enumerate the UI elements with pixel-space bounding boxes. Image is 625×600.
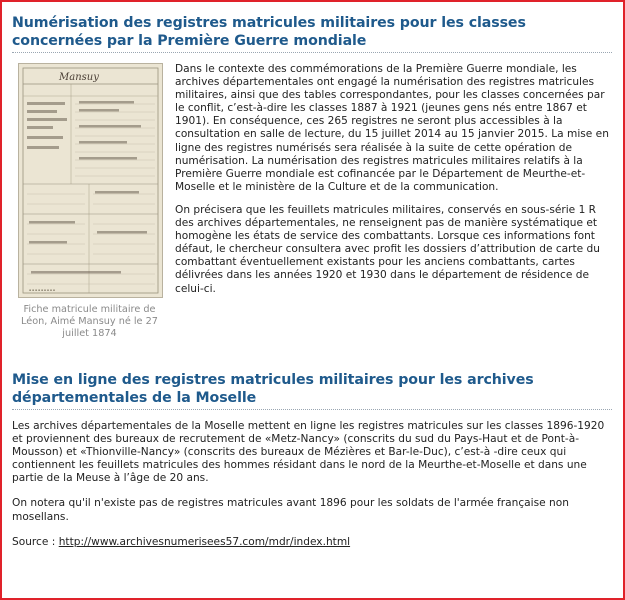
section2-title: Mise en ligne des registres matricules militaires pour les archives départementales de la Moselle xyxy=(12,372,534,406)
figure xyxy=(12,63,167,340)
svg-text:▪ ▪ ▪ ▪ ▪ ▪ ▪ ▪ ▪: ▪ ▪ ▪ ▪ ▪ ▪ ▪ ▪ ▪ xyxy=(29,288,55,292)
section1-title: Numérisation des registres matricules militaires pour les classes concernées par la Première Guerre mondiale xyxy=(12,15,526,49)
source-label: Source : xyxy=(12,535,59,548)
title-divider xyxy=(12,52,612,53)
section2-paragraph: On notera qu'il n'existe pas de registres matricules avant 1896 pour les soldats de l'armée française non mosellans. xyxy=(12,497,569,523)
section2 xyxy=(12,371,612,549)
article-content xyxy=(12,14,612,561)
registry-card-image[interactable] xyxy=(18,63,163,298)
image-caption: Fiche matricule militaire de Léon, Aimé Mansuy né le 27 juillet 1874 xyxy=(21,304,158,339)
registry-card-scan xyxy=(19,64,162,297)
section2-text xyxy=(12,420,612,549)
section2-paragraph: Les archives départementales de la Moselle mettent en ligne les registres matricules sur les classes 1896-1920 et proviennent des bureaux de recrutement de «Metz-Nancy» (conscrits du sud du Pays-Haut et de Pont-à-Mousson) et «Thionville-Nancy» (conscrits des bureaux de Mézières et Bar-le-Duc), c’est-à -dire ceux qui contiennent les feuillets matricules des hommes résidant dans le nord de la Meurthe-et-Moselle et dans une partie de la Meuse à l’âge de 20 ans. xyxy=(12,420,605,485)
source-link[interactable]: http://www.archivesnumerisees57.com/mdr/index.html xyxy=(58,535,351,548)
section1-text xyxy=(175,63,610,306)
source-line xyxy=(12,536,612,549)
section1-body xyxy=(12,63,612,343)
section1-paragraph: On précisera que les feuillets matricules militaires, conservés en sous-série 1 R des archives départementales, ne renseignent pas de manière systématique et homogène les états de service des combattants. Lorsque ces informations font défaut, le chercheur consultera avec profit les dossiers d’attribution de carte du combattant éventuellement existants pour les anciens combattants, cartes délivrées dans les années 1920 et 1930 dans le département de résidence de celui-ci. xyxy=(175,203,600,295)
title-divider xyxy=(12,409,612,410)
registry-handwritten-name: Mansuy xyxy=(59,72,99,83)
section1-paragraph: Dans le contexte des commémorations de la Première Guerre mondiale, les archives départementales ont engagé la numérisation des registres matricules militaires, ainsi que des tables correspondantes, pour les classes concernées par le conflit, c’est-à-dire les classes 1887 à 1921 (jeunes gens nés entre 1867 et 1901). En conséquence, ces 265 registres ne seront plus accessibles à la consultation en salle de lecture, du 15 juillet 2014 au 15 janvier 2015. La mise en ligne des registres numérisés sera réalisée à la suite de cette opération de numérisation. La numérisation des registres matricules militaires relatifs à la Première Guerre mondiale est cofinancée par le Département de Meurthe-et-Moselle et le ministère de la Culture et de la communication. xyxy=(175,63,609,193)
